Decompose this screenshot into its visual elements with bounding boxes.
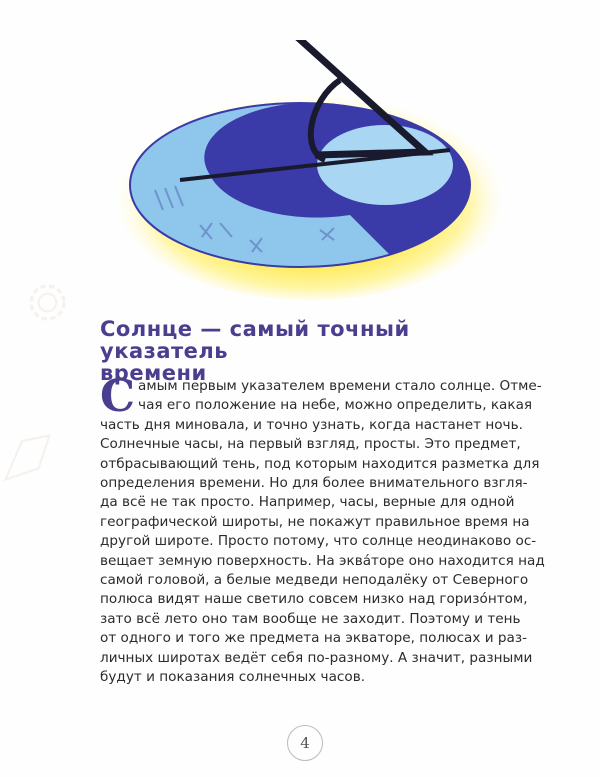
sundial-illustration xyxy=(100,40,500,300)
crystal-icon xyxy=(0,430,55,485)
text-line: от одного и того же предмета на экваторе, полюсах и раз- xyxy=(100,630,528,647)
text-line: да всё не так просто. Например, часы, верные для одной xyxy=(100,494,515,511)
text-line: часть дня миновала, и точно узнать, когда настанет ночь. xyxy=(100,416,523,433)
text-line: вещает земную поверхность. На эква́торе оно находится над xyxy=(100,552,545,569)
text-line: Солнечные часы, на первый взгляд, просты. Это предмет, xyxy=(100,436,521,453)
text-line: будут и показания солнечных часов. xyxy=(100,669,366,686)
text-line: амым первым указателем времени стало солнце. Отме- xyxy=(138,378,542,394)
gear-icon xyxy=(20,275,75,330)
text-line: другой широте. Просто потому, что солнце неодинаково ос- xyxy=(100,533,537,550)
text-line: определения времени. Но для более внимательного взгля- xyxy=(100,475,528,492)
text-line: чая его положение на небе, можно определить, какая xyxy=(138,397,533,414)
title-line-1: Солнце — самый точный указатель xyxy=(100,317,410,363)
text-line: географической широты, не покажут правильное время на xyxy=(100,513,530,530)
text-line: отбрасывающий тень, под которым находится разметка для xyxy=(100,455,540,472)
text-line: полюса видят наше светило совсем низко над горизо́нтом, xyxy=(100,591,528,608)
drop-cap: С xyxy=(100,371,136,422)
body-paragraph xyxy=(100,371,545,688)
page-number: 4 xyxy=(287,725,323,761)
text-line: самой головой, а белые медведи неподалёку от Северного xyxy=(100,572,529,589)
text-line: зато всё лето оно там вообще не заходит. Поэтому и тень xyxy=(100,610,521,627)
page-title xyxy=(100,318,520,384)
text-line: личных широтах ведёт себя по-разному. А значит, разными xyxy=(100,649,533,666)
title-line-2: времени xyxy=(100,361,207,385)
